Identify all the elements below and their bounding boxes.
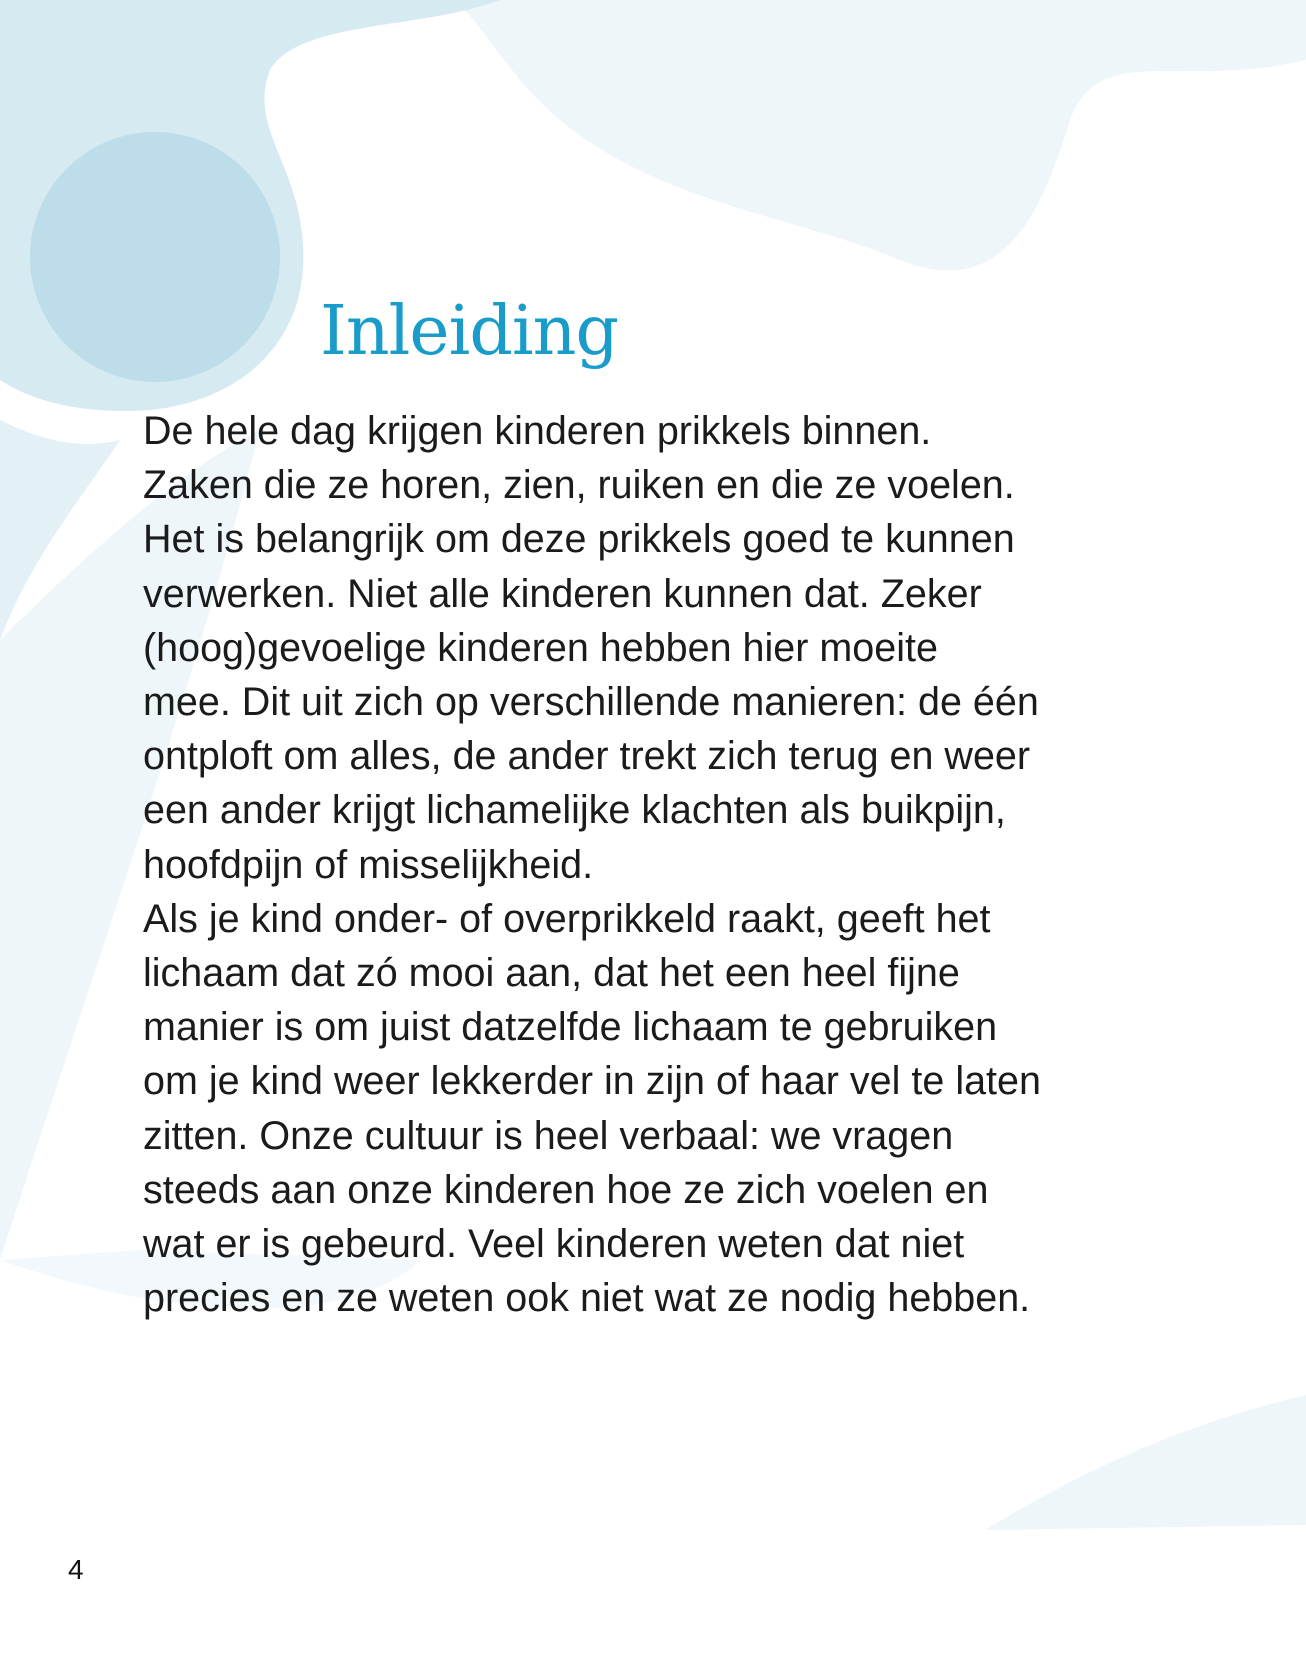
text-line: Het is belangrijk om deze prikkels goed te kunnen: [143, 517, 1015, 562]
text-line: precies en ze weten ook niet wat ze nodig hebben.: [143, 1276, 1031, 1321]
text-line: De hele dag krijgen kinderen prikkels binnen.: [143, 409, 932, 453]
text-line: Als je kind onder- of overprikkeld raakt, geeft het: [143, 896, 991, 941]
text-line: wat er is gebeurd. Veel kinderen weten dat niet: [143, 1222, 965, 1267]
background-wave-shape-bottom-right: [985, 1395, 1306, 1530]
intro-paragraph: [143, 404, 1041, 1325]
background-circle: [30, 132, 280, 382]
text-line: (hoog)gevoelige kinderen hebben hier moeite: [143, 625, 938, 670]
page-number: 4: [68, 1554, 84, 1585]
text-line: hoofdpijn of misselijkheid.: [143, 842, 594, 887]
page-title: Inleiding: [320, 292, 618, 371]
text-line: verwerken. Niet alle kinderen kunnen dat. Zeker: [143, 571, 982, 616]
text-line: zitten. Onze cultuur is heel verbaal: we vragen: [143, 1113, 954, 1158]
text-line: een ander krijgt lichamelijke klachten als buikpijn,: [143, 788, 1006, 833]
text-line: Zaken die ze horen, zien, ruiken en die ze voelen.: [143, 463, 1015, 508]
text-line: lichaam dat zó mooi aan, dat het een heel fijne: [143, 951, 960, 996]
text-line: manier is om juist datzelfde lichaam te gebruiken: [143, 1005, 998, 1050]
text-line: steeds aan onze kinderen hoe ze zich voelen en: [143, 1167, 989, 1212]
text-line: ontploft om alles, de ander trekt zich terug en weer: [143, 734, 1031, 779]
text-line: mee. Dit uit zich op verschillende manieren: de één: [143, 680, 1039, 725]
text-line: om je kind weer lekkerder in zijn of haar vel te laten: [143, 1059, 1041, 1104]
